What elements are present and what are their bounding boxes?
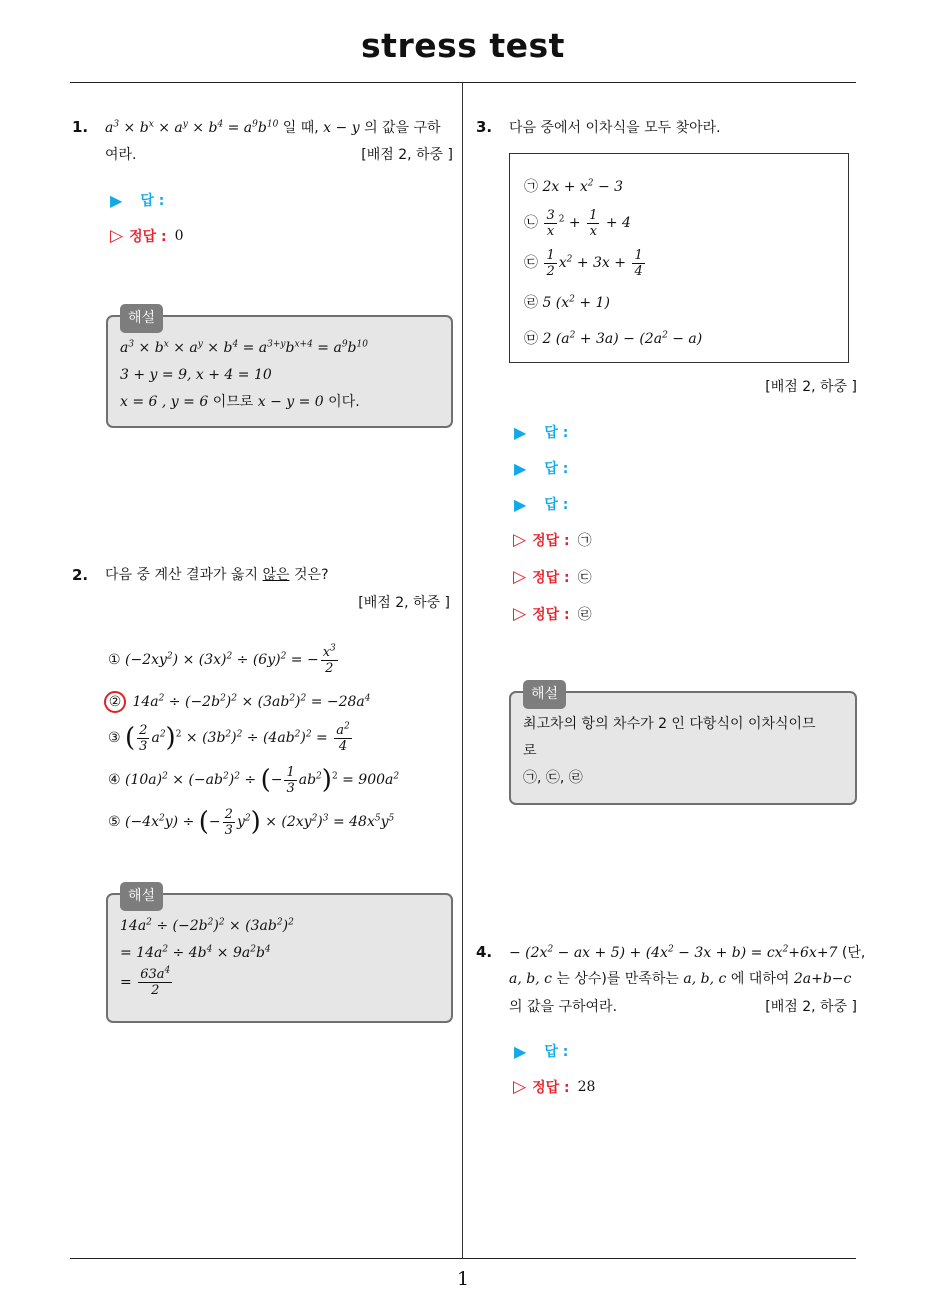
- correct-triangle-icon: ▷: [513, 604, 527, 624]
- explanation-tag: 해설: [120, 882, 163, 911]
- q2-expl-line1: $14a^2 \div (-2b^2)^2 \times (3ab^2)^2$: [120, 917, 294, 934]
- q2-option-4: ④ $(10a)^2 \times (-ab^2)^2$ ÷ (− $\frac{1}{3}$ $ab^2)^2 = 900a^2$: [108, 764, 400, 796]
- page-number: 1: [456, 1268, 470, 1290]
- answer-label: 답 :: [544, 425, 569, 441]
- answer-label: 답 :: [544, 461, 569, 477]
- q4-score: [배점 2, 하중 ]: [765, 999, 857, 1015]
- correct-label: 정답 :: [532, 1080, 570, 1096]
- q2-option-5: ⑤ $(-4x^2y)$ ÷ (− $\frac{2}{3}$ $y^2) \times (2xy^2)^3 = 48x^5y^5$: [108, 806, 395, 838]
- explanation-tag: 해설: [523, 680, 566, 709]
- q4-answer-row: [514, 1041, 568, 1061]
- explanation-tag: 해설: [120, 304, 163, 333]
- q2-expl-line2: = $14a^2 \div 4b^4 \times 9a^2b^4$: [120, 944, 271, 961]
- q1-text: $a^3 \times b^x \times a^y \times b^4 = a^9b^{10}$ 일 때, x − y 의 값을 구하: [105, 119, 441, 136]
- q2-option-3: ③ ( $\frac{2}{3}$ $a^2)^2 \times (3b^2)^2 \div (4ab^2)^2$ = $\frac{a^2}{4}$: [108, 721, 350, 754]
- q3-answer-row-3: [514, 494, 568, 514]
- q1-correct-row: [110, 226, 184, 246]
- q2-explanation-box: [106, 888, 453, 1023]
- q2-expl-line3: = $\frac{63a^4}{2}$: [120, 965, 171, 998]
- q3-item-4: ㉣ 5 $(x^2 + 1)$: [524, 294, 610, 311]
- top-rule: [70, 82, 856, 83]
- q3-score: [배점 2, 하중 ]: [765, 379, 857, 395]
- q2-option-1: ① $(-2xy^2) \times (3x)^2 \div (6y)^2$ = − $\frac{x^3}{2}$: [108, 643, 336, 676]
- q4-text-line3: 의 값을 구하여라.: [509, 999, 618, 1015]
- q1-answer-row: [110, 190, 164, 210]
- correct-label: 정답 :: [129, 229, 167, 245]
- q3-expl-line3: ㉠, ㉢, ㉣: [523, 770, 583, 786]
- answer-triangle-icon: ▶: [514, 494, 527, 514]
- q1-text-line2: 여라.: [105, 147, 137, 163]
- q4-text-line1: − ($2x^2$ − ax + $5) + (4x^2 - 3x + b) = cx^2+6x+7$ (단,: [509, 944, 866, 961]
- q3-answer-row-2: [514, 458, 568, 478]
- q3-text: 다음 중에서 이차식을 모두 찾아라.: [509, 120, 721, 136]
- column-divider: [462, 83, 463, 1258]
- correct-triangle-icon: ▷: [513, 1077, 527, 1097]
- q3-correct-row-1: [513, 530, 592, 550]
- q3-correct-value-1: ㉠: [577, 533, 592, 549]
- q3-choices-box: [509, 153, 849, 363]
- q3-expl-line1: 최고차의 항의 차수가 2 인 다항식이 이차식이므: [523, 716, 816, 732]
- selected-answer-circle: ②: [104, 691, 126, 713]
- answer-triangle-icon: ▶: [514, 422, 527, 442]
- q3-correct-row-2: [513, 567, 592, 587]
- q1-expl-line2: 3 + y = 9, x + 4 = 10: [120, 367, 272, 383]
- answer-triangle-icon: ▶: [514, 458, 527, 478]
- answer-triangle-icon: ▶: [514, 1041, 527, 1061]
- correct-triangle-icon: ▷: [513, 567, 527, 587]
- q2-score: [배점 2, 하중 ]: [358, 595, 450, 611]
- correct-label: 정답 :: [532, 607, 570, 623]
- q4-correct-row: [513, 1077, 595, 1097]
- q3-expl-line2: 로: [523, 743, 537, 759]
- q3-correct-value-2: ㉢: [577, 570, 592, 586]
- q3-number: 3.: [476, 118, 493, 136]
- q2-options: [108, 640, 458, 844]
- q2-text: 다음 중 계산 결과가 옳지 않은 것은?: [105, 567, 329, 583]
- q4-text-line2: a, b, c 는 상수)를 만족하는 a, b, c 에 대하여 2a+b−c: [509, 971, 852, 987]
- q3-item-2: ㉡ $\frac{3}{x}$ $^2$ + $\frac{1}{x}$ + 4: [524, 207, 631, 239]
- correct-triangle-icon: ▷: [110, 226, 124, 246]
- page-title: stress test: [361, 26, 565, 65]
- q1-expl-line3: x = 6 , y = 6 이므로 x − y = 0 이다.: [120, 394, 360, 410]
- q3-item-3: ㉢ $\frac{1}{2}$ $x^2 + 3x$ + $\frac{1}{4}$: [524, 247, 643, 279]
- q2-option-2: ② $14a^2 \div (-2b^2)^2 \times (3ab^2)^2 = -28a^4$: [108, 682, 458, 718]
- q3-correct-value-3: ㉣: [577, 607, 592, 623]
- correct-label: 정답 :: [532, 570, 570, 586]
- answer-label: 답 :: [544, 1044, 569, 1060]
- bottom-rule: [70, 1258, 856, 1259]
- correct-label: 정답 :: [532, 533, 570, 549]
- q3-item-1: ㉠ $2x + x^2 - 3$: [524, 178, 624, 195]
- answer-label: 답 :: [544, 497, 569, 513]
- q1-explanation-box: [106, 310, 453, 428]
- q3-correct-row-3: [513, 604, 592, 624]
- correct-triangle-icon: ▷: [513, 530, 527, 550]
- q1-number: 1.: [72, 118, 89, 136]
- q1-score: [배점 2, 하중 ]: [361, 147, 453, 163]
- q2-number: 2.: [72, 566, 89, 584]
- q3-item-5: ㉤ 2 $(a^2 + 3a) - (2a^2 - a)$: [524, 330, 703, 347]
- q1-correct-value: 0: [174, 228, 184, 244]
- q4-correct-value: 28: [577, 1079, 596, 1095]
- answer-label: 답 :: [140, 193, 165, 209]
- q3-answer-row-1: [514, 422, 568, 442]
- q1-expl-line1: $a^3 \times b^x \times a^y \times b^4 = a^{3+y}b^{x+4} = a^9b^{10}$: [120, 339, 368, 356]
- q3-explanation-box: [509, 686, 857, 805]
- answer-triangle-icon: ▶: [110, 190, 123, 210]
- q4-number: 4.: [476, 943, 493, 961]
